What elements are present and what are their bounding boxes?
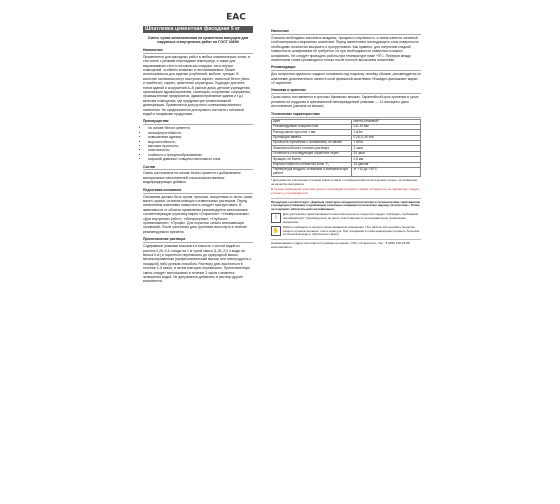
eac-logo-icon: [225, 8, 247, 24]
section-text: Содержимое упаковки высыпать в емкость с чистой водой из расчета 0,25–0,4 л воды на 1 кг сухой смеси (1,25–2,0 л воды на мешок 5 кг) и тщательно перемешать до однородной массы механизированным (профессиональный миксер или электродрель с насадкой) либо ручным способом. Раствору дать выстояться в течение 3–5 минут, и затем повторно перемешать. Приготовленную смесь следует использовать в течение 3 часов с момента затворения водой. Не допускается добавлять в раствор другие компоненты.: [143, 244, 252, 284]
product-subtitle: Смесь сухая шпатлевочная на цементном вяжущем для наружных и внутренних работ по ГОСТ 33699: [147, 36, 249, 45]
logo-text: EAC: [226, 12, 246, 23]
spec-key: Цвет: [272, 119, 352, 124]
product-sheet: [133, 6, 433, 502]
list-item: • высокая прочность;: [148, 144, 253, 148]
section-packaging: [271, 88, 421, 108]
section-application: [271, 29, 421, 62]
section-text: Сухая смесь поставляется в прочных бумажных мешках. Гарантийный срок хранения в сухих условиях на поддонах в оригинальной неповрежденной упаковке — 12 месяцев с даты изготовления (указана на мешке).: [271, 95, 419, 109]
divider: [271, 198, 421, 199]
product-title: Шпатлевка цементная фасадная 5 кг: [143, 26, 253, 33]
gloves-icon: ✋: [271, 226, 281, 236]
section-purpose: [143, 48, 253, 117]
section-heading: Преимущества:: [143, 119, 253, 125]
spec-key: Пропорция замеса: [272, 135, 352, 140]
warning-icon: !: [271, 213, 281, 223]
list-item: • широкий диапазон толщины наносимого слоя.: [148, 157, 253, 161]
spec-key: Прочность сцепления с основанием, не менее: [272, 141, 352, 146]
list-item: • стойкость к трещинообразованию;: [148, 153, 253, 157]
section-specs: [271, 112, 421, 178]
list-item: • морозостойкость;: [148, 140, 253, 144]
section-mixing: [143, 237, 253, 284]
spec-value: 0,25–0,40 л/кг: [352, 135, 421, 140]
specs-table: [271, 119, 421, 178]
spec-value: 1 кг/м²: [352, 130, 421, 135]
spec-key: Рекомендуемая толщина слоя: [272, 124, 352, 129]
section-heading: Нанесение: [271, 29, 421, 35]
spec-key: Температура воздуха, основания и материала при работе: [272, 168, 352, 177]
spec-key: Готовность к последующей обработке через: [272, 151, 352, 156]
list-item: • повышенная адгезия;: [148, 135, 253, 139]
grout-note: В случае применения грунтовки другого производителя вместо марки «Старатели» ее параметры следует уточнить у производителя.: [271, 187, 420, 195]
list-item: • эластичность;: [148, 148, 253, 152]
section-heading: Приготовление раствора: [143, 237, 253, 243]
section-text: Сначала необходимо заполнить впадины, трещины и неровности, а затем нанести основной слой материала и выровнять шпателем. Перед нанесением последующего слоя поверхность необходимо полностью высушить и прогрунтовать. Как правило, для получения гладкой поверхности шлифование не требуется, но при необходимости поверхность можно шлифовать. Не следует проводить работы при температуре ниже +5°С. Перерыв между нанесением слоев производится только после полного высыхания шпатлевки.: [271, 35, 419, 62]
right-column: [271, 26, 421, 249]
compliance-note: Продукция соответствует «Единым санитарно-эпидемиологическим и гигиеническим требованиям к продукции (товарам), подлежащим санитарно-эпидемиологическому надзору (контролю)». Товар не подлежит обязательной сертификации.: [271, 199, 420, 211]
hazard-icons: [271, 213, 421, 224]
section-heading: Упаковка и хранение: [271, 88, 421, 94]
section-composition: [143, 165, 253, 185]
left-column: [143, 26, 253, 285]
list-item: • атмосферостойкость;: [148, 131, 253, 135]
section-heading: Состав: [143, 165, 253, 171]
spec-value: 0,8–10 мм: [352, 124, 421, 129]
safety-block: [271, 226, 421, 237]
spec-value: от +10 до +30°С: [352, 168, 421, 177]
spec-value: светло-бежевый*: [352, 119, 421, 124]
section-recommendations: [271, 65, 421, 85]
section-heading: Назначение: [143, 48, 253, 54]
section-surface-preparation: [143, 188, 253, 235]
table-row: [272, 168, 421, 177]
divider: [271, 239, 421, 240]
spec-value: 25 циклов: [352, 162, 421, 167]
list-item: • на основе белого цемента;: [148, 126, 253, 130]
section-text: Основание должно быть сухим, прочным, очищенным от пыли, грязи, масел, краски, остатков моющих и известковых растворов. Перед нанесением шпатлевки поверхность следует прогрунтовать. В зависимости от области применения рекомендуется использовать соответствующую грунтовку марки «Старатели»: «Универсальная», «Для внутренних работ», «Интерьерная», «Глубокого проникновения», «Профи». Для пористых сильно впитывающих оснований. После нанесения дать грунтовке высохнуть в течение рекомендуемого времени.: [143, 194, 253, 234]
section-heading: Подготовка основания: [143, 188, 253, 194]
safety-note: Работы проводить в хорошо проветриваемом помещении. При работе использовать средства защиты органов дыхания, глаз и кожи рук. При попадании в глаза немедленно промыть большим количеством воды и обратиться к врачу.: [283, 225, 420, 237]
section-advantages: [143, 119, 253, 161]
spec-value: 1 МПа: [352, 141, 421, 146]
section-text: Для получения идеально гладкого основания под покраску, оклейку обоями, рекомендуется по шпатлевке дополнительно нанести слой финишной шпатлевки «Фасадно-финишная» марки «Старатели».: [271, 72, 421, 86]
spec-key: Морозостойкость контактной зоны, F₂: [272, 162, 352, 167]
spec-value: 0,6 мм: [352, 157, 421, 162]
quality-note: Для достижения гарантированного качества конечного покрытия следует соблюдать требования производителя. Производитель не несет ответственности за неправильное применение материала.: [283, 212, 419, 224]
manufacturer-info: Наименование и адрес изготовителя указаны на мешке. ООО «Старатели». Тел.: 8 (800) 100-25-88 www.starateli.ru: [271, 240, 410, 249]
spec-key: Жизнеспособность готового раствора: [272, 146, 352, 151]
advantages-list: [143, 126, 253, 161]
section-heading: Технические характеристики: [271, 112, 421, 118]
spec-value: 24 часа: [352, 151, 421, 156]
spec-key: Расход смеси при слое 1 мм: [272, 130, 352, 135]
section-text: Применяется для фасадных работ в любых климатических зонах, в том числе с резкими перепадами температур, а также для выравнивания стен и потолков как снаружи, так и внутри помещений, особенно влажных и неотапливаемых. Может использоваться для заделки углублений, выбоин, трещин. В качестве основания могут выступать кирпич, ячеистый бетон (пено- и газобетон), кирпич, цементная штукатурка. Подходит для всех типов зданий и сооружений А–В (жилые дома, детские учреждения, организации здравоохранения, санатории, спортивные сооружения, промышленные предприятия, административные здания и т.д.) включая помещения, где предусмотрен режим влажной дезинфекции. Применяется для ручного и механизированного нанесения. Не предназначена для прямого контакта с питьевой водой и пищевыми продуктами.: [143, 54, 251, 116]
spec-key: Фракция, не более: [272, 157, 352, 162]
section-text: Смесь изготовлена на основе белого цемента с добавлением минеральных наполнителей и высококачественных модифицирующих добавок.: [143, 171, 241, 185]
section-heading: Рекомендации: [271, 65, 421, 71]
spec-value: 3 часа: [352, 146, 421, 151]
footnote: * Допускаются отклонения оттенков смеси в связи с особенностями используемого сырья, не влияющие на качество материала.: [271, 178, 418, 186]
